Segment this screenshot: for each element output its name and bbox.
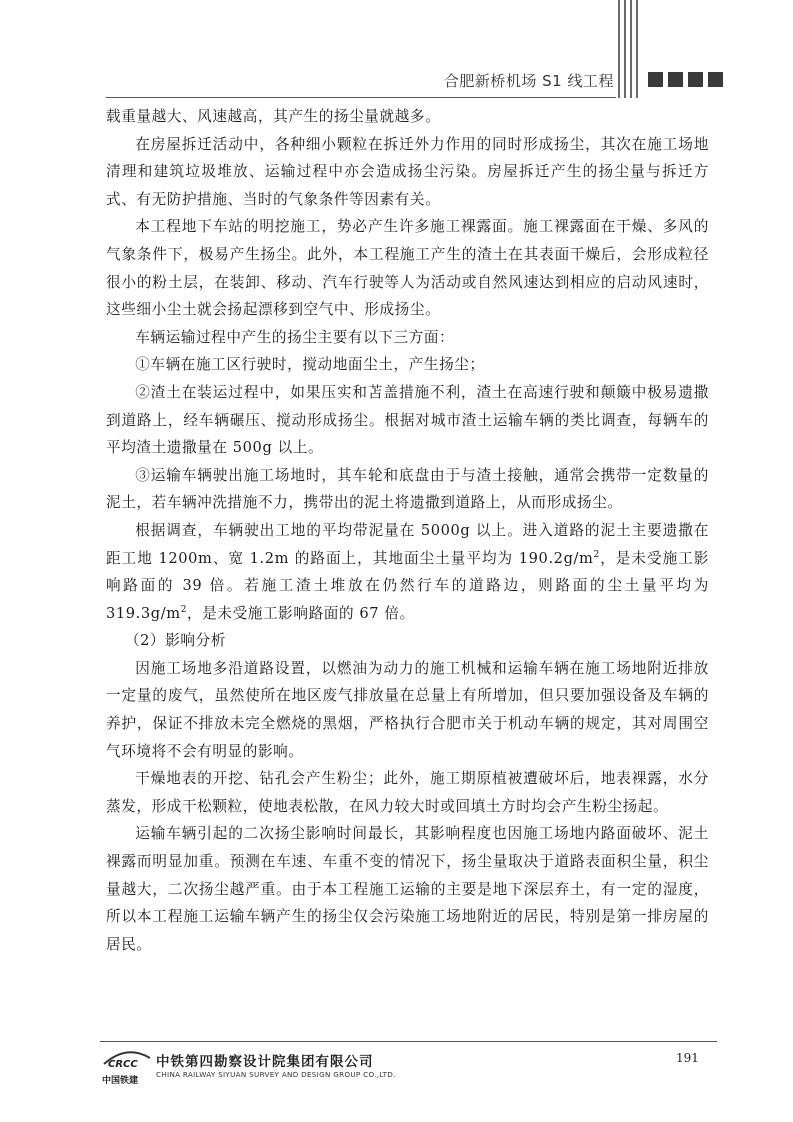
page-body	[106, 103, 709, 958]
company-name-en: CHINA RAILWAY SIYUAN SURVEY AND DESIGN GROUP CO.,LTD.	[156, 1070, 396, 1079]
header-decoration-squares	[648, 72, 723, 87]
survey-text-c: ，是未受施工影响路面的 67 倍。	[187, 604, 415, 622]
page-number: 191	[676, 1051, 699, 1065]
paragraph-3: 本工程地下车站的明挖施工，势必产生许多施工裸露面。施工裸露面在干燥、多风的气象条件下，极易产生扬尘。此外，本工程施工产生的渣土在其表面干燥后，会形成粒径很小的粉土层，在装卸、移动、汽车行驶等人为活动或自然风速达到相应的启动风速时，这些细小尘土就会扬起漂移到空气中、形成扬尘。	[106, 218, 709, 319]
paragraph-survey	[106, 517, 709, 627]
paragraph-1: 载重量越大、风速越高，其产生的扬尘量就越多。	[106, 108, 441, 125]
header-rule	[106, 97, 616, 98]
company-logo-icon	[102, 1048, 152, 1070]
header-title: 合肥新桥机场 S1 线工程	[443, 72, 614, 90]
list-item-3: ③运输车辆驶出施工场地时，其车轮和底盘由于与渣土接触，通常会携带一定数量的泥土，若车辆冲洗措施不力，携带出的泥土将遗撒到道路上，从而形成扬尘。	[106, 466, 709, 512]
survey-text-b: ，是未受施工影响路面的 39 倍。若施工渣土堆放在仍然行车的道路边，则路面的尘土量平均为 319.3g/m	[106, 549, 709, 622]
header-decoration-lines	[618, 0, 642, 98]
paragraph-2: 在房屋拆迁活动中，各种细小颗粒在拆迁外力作用的同时形成扬尘，其次在施工场地清理和建筑垃圾堆放、运输过程中亦会造成扬尘污染。房屋拆迁产生的扬尘量与拆迁方式、有无防护措施、当时的气象条件等因素有关。	[106, 135, 709, 208]
list-item-2: ②渣土在装运过程中，如果压实和苫盖措施不利，渣土在高速行驶和颠簸中极易遗撒到道路上，经车辆碾压、搅动形成扬尘。根据对城市渣土运输车辆的类比调查，每辆车的平均渣土遗撒量在 500g 以上。	[106, 383, 709, 457]
footer-rule	[100, 1041, 717, 1042]
paragraph-7: 运输车辆引起的二次扬尘影响时间最长，其影响程度也因施工场地内路面破坏、泥土裸露而明显加重。预测在车速、车重不变的情况下，扬尘量取决于道路表面积尘量，积尘量越大，二次扬尘越严重。由于本工程施工运输的主要是地下深层弃土，有一定的湿度，所以本工程施工运输车辆产生的扬尘仅会污染施工场地附近的居民，特别是第一排房屋的居民。	[106, 825, 709, 953]
logo-label: 中国铁建	[102, 1076, 139, 1086]
section-heading: （2）影响分析	[124, 632, 227, 650]
superscript-2: 2	[593, 549, 600, 560]
paragraph-4: 车辆运输过程中产生的扬尘主要有以下三方面：	[135, 328, 455, 346]
list-item-1: ①车辆在施工区行驶时，搅动地面尘土，产生扬尘；	[135, 356, 485, 374]
superscript-2: 2	[180, 604, 188, 615]
logo-mark: CRCC	[108, 1059, 138, 1070]
survey-text-a: 根据调查，车辆驶出工地的平均带泥量在 5000g 以上。进入道路的泥土主要遗撒在距工地 1200m、宽 1.2m 的路面上，其地面尘土量平均为 190.2g/m	[106, 521, 709, 567]
paragraph-6: 干燥地表的开挖、钻孔会产生粉尘；此外，施工期原植被遭破坏后，地表裸露，水分蒸发，形成干松颗粒，使地表松散，在风力较大时或回填土方时均会产生粉尘扬起。	[106, 770, 709, 815]
company-name-cn: 中铁第四勘察设计院集团有限公司	[156, 1054, 374, 1070]
paragraph-5: 因施工场地多沿道路设置，以燃油为动力的施工机械和运输车辆在施工场地附近排放一定量的废气，虽然使所在地区废气排放量在总量上有所增加，但只要加强设备及车辆的养护，保证不排放未完全燃烧的黑烟，严格执行合肥市关于机动车辆的规定，其对周围空气环境将不会有明显的影响。	[106, 659, 709, 760]
